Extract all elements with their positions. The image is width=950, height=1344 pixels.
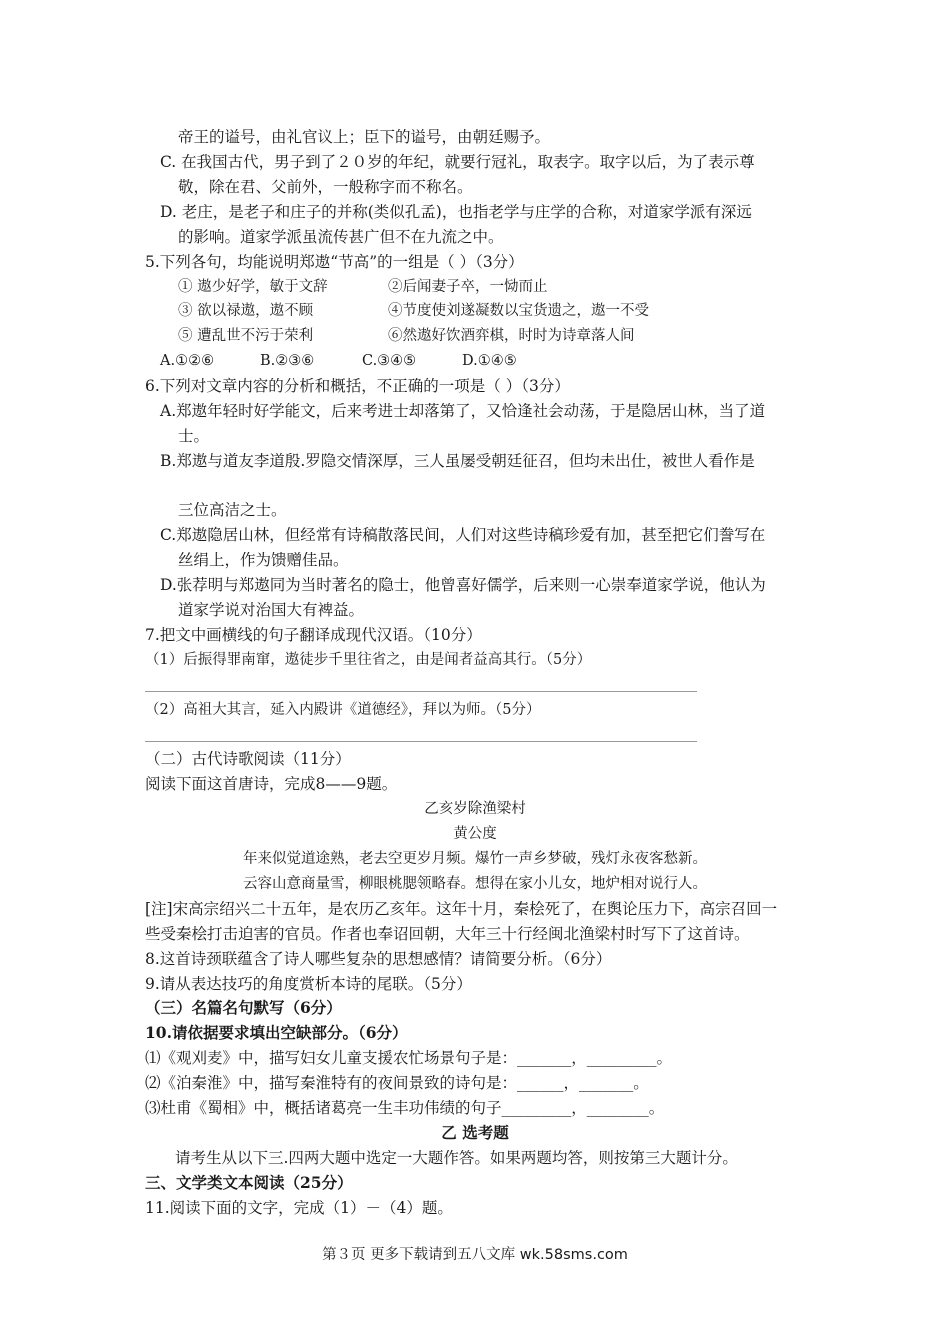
- q10-item-3: ⑶杜甫《蜀相》中，概括诸葛亮一生丰功伟绩的句子_________，________。: [145, 1099, 665, 1117]
- q5-item-6: ⑥然遨好饮酒弈棋，时时为诗章落人间: [388, 328, 635, 344]
- poem-note-line2: 些受秦桧打击迫害的官员。作者也奉诏回朝，大年三十行经闽北渔梁村时写下了这首诗。: [145, 925, 750, 943]
- q10-item-1: ⑴《观刈麦》中，描写妇女儿童支援农忙场景句子是：_______，_________。: [145, 1049, 673, 1067]
- q4-option-c-line2: 敬，除在君、父前外，一般称字而不称名。: [178, 178, 473, 196]
- q5-item-5: ⑤ 遭乱世不污于荣利: [178, 328, 314, 344]
- q8-stem: 8.这首诗颈联蕴含了诗人哪些复杂的思想感情？请简要分析。（6分）: [145, 950, 612, 968]
- q5-item-2: ②后闻妻子卒，一恸而止: [388, 279, 548, 295]
- q6-option-a-line2: 士。: [178, 427, 210, 445]
- q4-option-c-line1: C. 在我国古代，男子到了２０岁的年纪，就要行冠礼，取表字。取字以后，为了表示尊: [160, 153, 755, 171]
- poem-author: 黄公度: [453, 826, 497, 842]
- q5-stem: 5.下列各句，均能说明郑遨“节高”的一组是（ ）（3分）: [145, 253, 524, 271]
- q7-stem: 7.把文中画横线的句子翻译成现代汉语。（10分）: [145, 626, 482, 644]
- q5-item-1: ① 遨少好学，敏于文辞: [178, 279, 328, 295]
- poem-note-line1: [注]宋高宗绍兴二十五年，是农历乙亥年。这年十月，秦桧死了，在舆论压力下，高宗召回一: [145, 900, 778, 918]
- q10-stem: 10.请依据要求填出空缺部分。（6分）: [145, 1023, 408, 1042]
- elective-instruction: 请考生从以下三.四两大题中选定一大题作答。如果两题均答，则按第三大题计分。: [175, 1149, 738, 1167]
- section3-title: （三）名篇名句默写（6分）: [145, 998, 342, 1017]
- q5-item-3: ③ 欲以禄遨，遨不顾: [178, 303, 314, 319]
- q4-option-d-line2: 的影响。道家学派虽流传甚广但不在九流之中。: [178, 228, 504, 246]
- q6-option-c-line1: C.郑遨隐居山林，但经常有诗稿散落民间，人们对这些诗稿珍爱有加，甚至把它们誊写在: [160, 526, 766, 544]
- q6-option-a-line1: A.郑遨年轻时好学能文，后来考进士却落第了，又恰逢社会动荡，于是隐居山林，当了道: [160, 402, 766, 420]
- q6-option-c-line2: 丝绢上，作为馈赠佳品。: [178, 551, 349, 569]
- poem-title: 乙亥岁除渔梁村: [424, 801, 526, 817]
- elective-title: 乙 选考题: [441, 1123, 509, 1142]
- q5-option-b: B.②③⑥: [260, 353, 315, 369]
- q6-option-d-line2: 道家学说对治国大有裨益。: [178, 601, 365, 619]
- q5-option-a: A.①②⑥: [160, 353, 215, 369]
- part3-title: 三、文学类文本阅读（25分）: [145, 1173, 353, 1192]
- poem-line-1: 年来似觉道途熟，老去空更岁月频。爆竹一声乡梦破，残灯永夜客愁新。: [243, 851, 707, 867]
- answer-line-1: [145, 691, 697, 692]
- q6-stem: 6.下列对文章内容的分析和概括，不正确的一项是（ ）（3分）: [145, 377, 570, 395]
- q11-stem: 11.阅读下面的文字，完成（1）－（4）题。: [145, 1199, 453, 1217]
- q6-option-b-line2: 三位高洁之士。: [178, 501, 287, 519]
- q6-option-b-line1: B.郑遨与道友李道殷.罗隐交情深厚，三人虽屡受朝廷征召，但均未出仕，被世人看作是: [160, 452, 755, 470]
- answer-line-2: [145, 741, 697, 742]
- q5-option-d: D.①④⑤: [462, 353, 517, 369]
- q4-option-b-continuation: 帝王的谥号，由礼官议上；臣下的谥号，由朝廷赐予。: [178, 128, 551, 146]
- q4-option-d-line1: D. 老庄，是老子和庄子的并称(类似孔孟)，也指老学与庄学的合称，对道家学派有深远: [160, 203, 752, 221]
- q5-option-c: C.③④⑤: [362, 353, 417, 369]
- q7-sentence-2: （2）高祖大其言，延入内殿讲《道德经》，拜以为师。（5分）: [145, 702, 541, 718]
- section2-intro: 阅读下面这首唐诗，完成8——9题。: [145, 775, 398, 793]
- q7-sentence-1: （1）后振得罪南窜，遨徒步千里往省之，由是闻者益高其行。（5分）: [145, 652, 592, 668]
- q6-option-d-line1: D.张荐明与郑遨同为当时著名的隐士，他曾喜好儒学，后来则一心崇奉道家学说，他认为: [160, 576, 766, 594]
- q9-stem: 9.请从表达技巧的角度赏析本诗的尾联。（5分）: [145, 975, 472, 993]
- q5-item-4: ④节度使刘遂凝数以宝货遗之，遨一不受: [388, 303, 649, 319]
- q10-item-2: ⑵《泊秦淮》中，描写秦淮特有的夜间景致的诗句是：______，_______。: [145, 1074, 649, 1092]
- section2-title: （二）古代诗歌阅读（11分）: [145, 750, 351, 768]
- poem-line-2: 云容山意商量雪，柳眼桃腮领略春。想得在家小儿女，地炉相对说行人。: [243, 876, 707, 892]
- page-footer: 第３页 更多下载请到五八文库 wk.58sms.com: [322, 1247, 628, 1263]
